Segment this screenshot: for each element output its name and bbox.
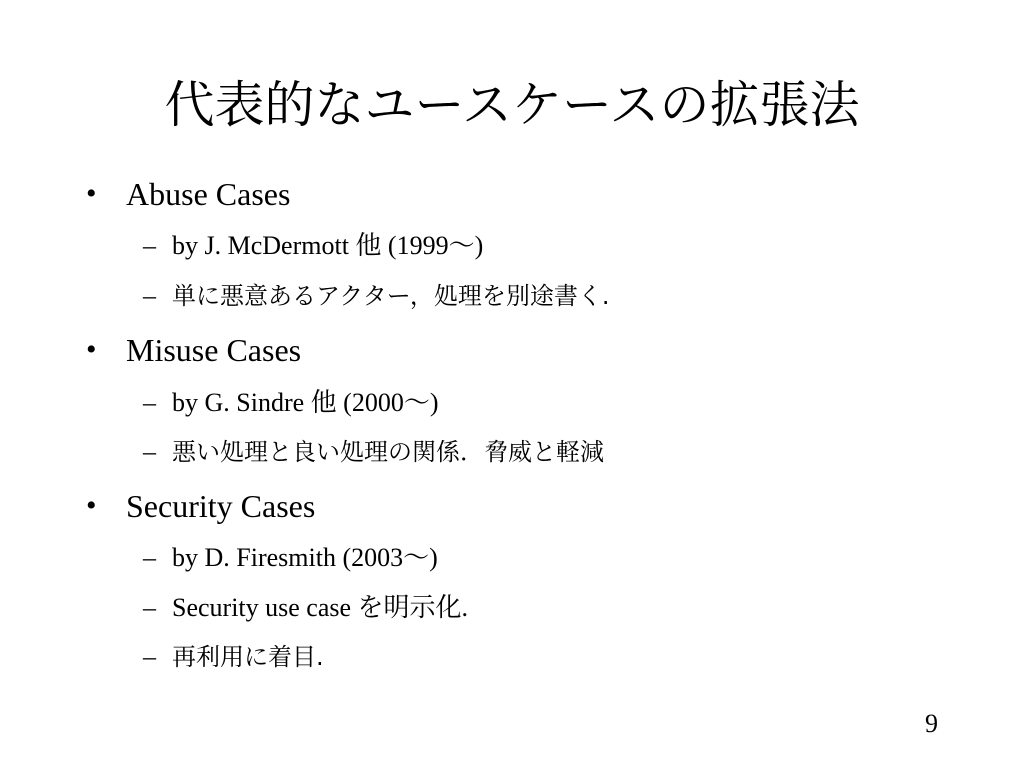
bullet-label: Security Cases: [126, 488, 316, 524]
dash-icon: –: [143, 231, 156, 260]
bullet-item-misuse-cases: [0, 330, 1024, 370]
sub-item: [0, 387, 1024, 419]
dash-icon: –: [143, 437, 156, 466]
bullet-item-abuse-cases: [0, 174, 1024, 214]
sub-item-label: by D. Firesmith (2003～): [172, 543, 438, 572]
sub-item-label: by J. McDermott 他 (1999～): [172, 231, 484, 260]
bullet-label: Misuse Cases: [126, 332, 302, 368]
bullet-dot-icon: •: [86, 333, 97, 366]
sub-item-label: by G. Sindre 他 (2000～): [172, 388, 439, 417]
bullet-dot-icon: •: [86, 177, 97, 210]
sub-item: [0, 230, 1024, 262]
sub-item: [0, 641, 1024, 673]
bullet-label: Abuse Cases: [126, 176, 291, 212]
sub-item-label: 悪い処理と良い処理の関係．脅威と軽減: [172, 438, 604, 466]
page-number: 9: [925, 709, 938, 738]
bullet-item-security-cases: [0, 486, 1024, 526]
dash-icon: –: [143, 281, 156, 310]
sub-item: [0, 592, 1024, 624]
slide-title: 代表的なユースケースの拡張法: [164, 76, 860, 134]
dash-icon: –: [143, 388, 156, 417]
dash-icon: –: [143, 642, 156, 671]
sub-item-label: 単に悪意あるアクター，処理を別途書く.: [172, 282, 610, 310]
bullet-dot-icon: •: [86, 489, 97, 522]
sub-item-label: Security use case を明示化.: [172, 593, 469, 622]
sub-item: [0, 542, 1024, 574]
dash-icon: –: [143, 543, 156, 572]
sub-item: [0, 280, 1024, 312]
sub-item: [0, 436, 1024, 468]
dash-icon: –: [143, 593, 156, 622]
sub-item-label: 再利用に着目.: [172, 643, 324, 671]
